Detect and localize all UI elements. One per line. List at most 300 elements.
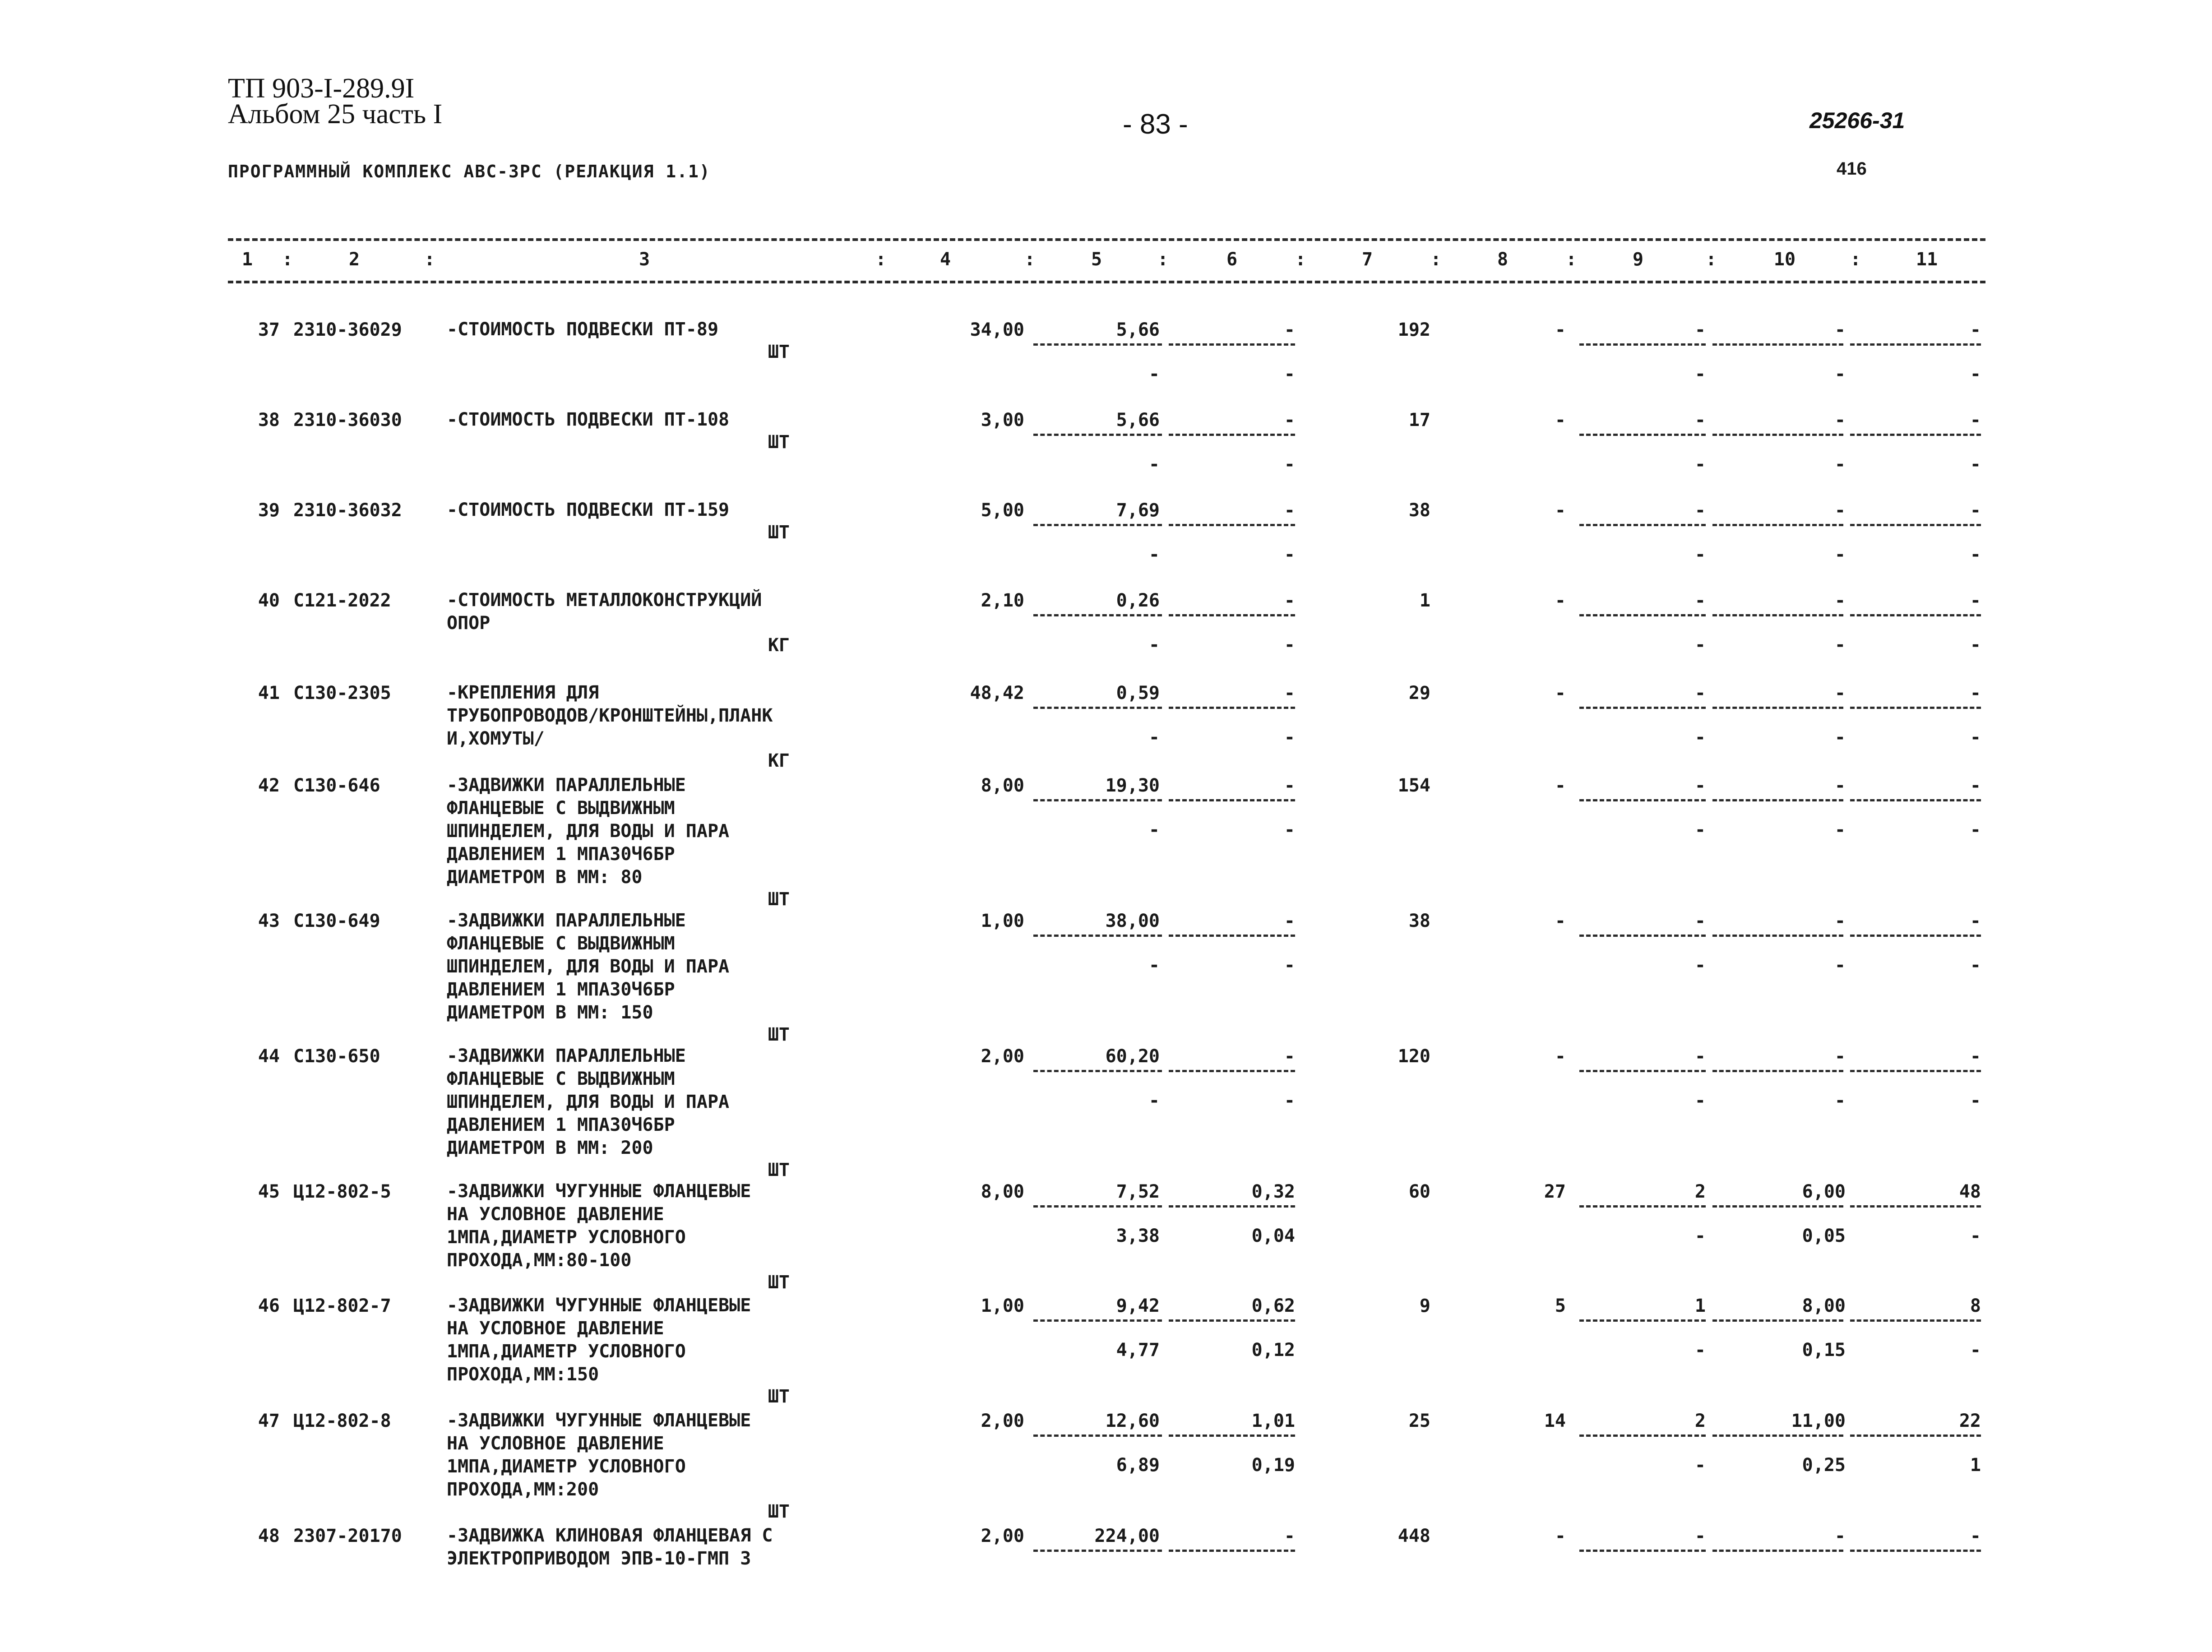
row-code: Ц12-802-5 — [293, 1181, 391, 1202]
album-label: Альбом 25 часть I — [228, 99, 443, 130]
cell-c4: 2,00 — [981, 1046, 1024, 1067]
row-description — [447, 499, 729, 522]
row-code: 2307-20170 — [293, 1526, 402, 1546]
cell-divider-rule — [1169, 614, 1295, 616]
sheet-number: 416 — [1837, 159, 1867, 179]
cell-c7: 192 — [1398, 319, 1430, 340]
description-line: ДИАМЕТРОМ В ММ: 80 — [447, 867, 643, 888]
cell-divider-rule — [1712, 614, 1843, 616]
cell-c6b: - — [1284, 364, 1295, 384]
cell-c5: 7,52 — [1116, 1181, 1160, 1202]
description-line: И,ХОМУТЫ/ — [447, 728, 545, 749]
column-separator: : — [1430, 249, 1442, 270]
cell-divider-rule — [1033, 343, 1162, 346]
cell-divider-rule — [1712, 343, 1843, 346]
cell-c7: 60 — [1408, 1181, 1430, 1202]
cell-c9b: - — [1694, 727, 1706, 748]
cell-c6b: - — [1284, 544, 1295, 565]
row-number: 47 — [258, 1411, 280, 1431]
cell-divider-rule — [1579, 343, 1706, 346]
cell-c10: 11,00 — [1791, 1411, 1846, 1431]
cell-c6b: - — [1284, 955, 1295, 976]
cell-c6b: - — [1284, 819, 1295, 840]
header-bottom-rule — [228, 281, 1985, 283]
cell-c6: 1,01 — [1251, 1411, 1295, 1431]
cell-divider-rule — [1712, 1435, 1843, 1437]
cell-c11: - — [1970, 911, 1981, 931]
description-line: -КРЕПЛЕНИЯ ДЛЯ — [447, 682, 599, 703]
column-separator: : — [1295, 249, 1306, 270]
cell-c8: - — [1555, 683, 1566, 703]
description-line: -СТОИМОСТЬ ПОДВЕСКИ ПТ-159 — [447, 500, 730, 520]
cell-c7: 1 — [1419, 590, 1430, 611]
description-line: ДАВЛЕНИЕМ 1 МПА30Ч6БР — [447, 844, 675, 865]
cell-c8: - — [1555, 500, 1566, 521]
column-number-10: 10 — [1773, 249, 1796, 270]
cell-divider-rule — [1169, 1319, 1295, 1322]
cell-divider-rule — [1033, 614, 1162, 616]
cell-divider-rule — [1579, 434, 1706, 436]
row-code: 2310-36029 — [293, 319, 402, 340]
column-separator: : — [424, 249, 435, 270]
cell-c10: - — [1834, 319, 1846, 340]
column-separator: : — [282, 249, 293, 270]
cell-c11: 48 — [1959, 1181, 1981, 1202]
row-unit: ШТ — [768, 889, 790, 910]
row-number: 46 — [258, 1296, 280, 1316]
cell-c11b: - — [1970, 955, 1981, 976]
description-line: -ЗАДВИЖКА КЛИНОВАЯ ФЛАНЦЕВАЯ С — [447, 1525, 773, 1546]
cell-divider-rule — [1712, 935, 1843, 937]
cell-c6: - — [1284, 775, 1295, 796]
cell-c5b: 6,89 — [1116, 1455, 1160, 1476]
row-unit: ШТ — [768, 522, 790, 543]
cell-c7: 25 — [1408, 1411, 1430, 1431]
cell-divider-rule — [1169, 343, 1295, 346]
cell-c8: - — [1555, 911, 1566, 931]
description-line: ШПИНДЕЛЕМ, ДЛЯ ВОДЫ И ПАРА — [447, 956, 730, 977]
cell-divider-rule — [1169, 434, 1295, 436]
cell-c11b: - — [1970, 727, 1981, 748]
cell-c8: - — [1555, 590, 1566, 611]
cell-c10: - — [1834, 775, 1846, 796]
cell-c10b: - — [1834, 634, 1846, 655]
row-number: 44 — [258, 1046, 280, 1067]
row-unit: ШТ — [768, 342, 790, 362]
row-description — [447, 318, 718, 341]
cell-c5b: - — [1148, 1090, 1160, 1111]
cell-divider-rule — [1579, 707, 1706, 709]
row-unit: КГ — [768, 635, 790, 656]
column-number-7: 7 — [1361, 249, 1373, 270]
cell-divider-rule — [1712, 434, 1843, 436]
cell-divider-rule — [1579, 1435, 1706, 1437]
cell-divider-rule — [1033, 1435, 1162, 1437]
cell-c6: - — [1284, 500, 1295, 521]
cell-divider-rule — [1712, 1550, 1843, 1552]
cell-c9b: - — [1694, 1090, 1706, 1111]
cell-c5: 5,66 — [1116, 410, 1160, 430]
cell-divider-rule — [1850, 799, 1981, 801]
description-line: ДАВЛЕНИЕМ 1 МПА30Ч6БР — [447, 979, 675, 1000]
cell-c5b: - — [1148, 454, 1160, 475]
cell-c9: 2 — [1694, 1411, 1706, 1431]
cell-c8: 5 — [1555, 1296, 1566, 1316]
cell-c10: - — [1834, 590, 1846, 611]
cell-divider-rule — [1033, 524, 1162, 526]
cell-c11: - — [1970, 319, 1981, 340]
row-unit: ШТ — [768, 432, 790, 453]
cell-c5b: - — [1148, 544, 1160, 565]
cell-c11: 22 — [1959, 1411, 1981, 1431]
cell-divider-rule — [1033, 707, 1162, 709]
cell-c10: - — [1834, 683, 1846, 703]
cell-divider-rule — [1850, 1205, 1981, 1208]
row-description — [447, 681, 773, 750]
description-line: ПРОХОДА,ММ:150 — [447, 1364, 599, 1385]
cell-c8: 14 — [1544, 1411, 1566, 1431]
column-separator: : — [875, 249, 887, 270]
cell-c9b: - — [1694, 1455, 1706, 1476]
row-code: Ц12-802-7 — [293, 1296, 391, 1316]
cell-c9b: - — [1694, 544, 1706, 565]
cell-c10: 6,00 — [1802, 1181, 1846, 1202]
row-code: 2310-36032 — [293, 500, 402, 521]
cell-c11b: - — [1970, 634, 1981, 655]
cell-c9b: - — [1694, 634, 1706, 655]
cell-divider-rule — [1712, 799, 1843, 801]
cell-c11b: - — [1970, 1226, 1981, 1246]
cell-c5b: - — [1148, 364, 1160, 384]
cell-divider-rule — [1712, 1070, 1843, 1072]
row-number: 41 — [258, 683, 280, 703]
cell-c4: 1,00 — [981, 911, 1024, 931]
cell-divider-rule — [1033, 1319, 1162, 1322]
cell-divider-rule — [1169, 524, 1295, 526]
cell-c5b: 4,77 — [1116, 1340, 1160, 1360]
cell-c4: 1,00 — [981, 1296, 1024, 1316]
cell-c11b: - — [1970, 544, 1981, 565]
row-number: 37 — [258, 319, 280, 340]
cell-c6b: - — [1284, 454, 1295, 475]
cell-c9: - — [1694, 775, 1706, 796]
cell-divider-rule — [1850, 524, 1981, 526]
description-line: -ЗАДВИЖКИ ЧУГУННЫЕ ФЛАНЦЕВЫЕ — [447, 1181, 751, 1202]
cell-c8: - — [1555, 1046, 1566, 1067]
column-number-5: 5 — [1091, 249, 1102, 270]
row-description — [447, 1294, 751, 1386]
cell-c10: - — [1834, 410, 1846, 430]
cell-c4: 5,00 — [981, 500, 1024, 521]
cell-c5b: 3,38 — [1116, 1226, 1160, 1246]
row-description — [447, 1409, 751, 1501]
cell-c9b: - — [1694, 364, 1706, 384]
cell-c11: - — [1970, 775, 1981, 796]
cell-c5: 60,20 — [1105, 1046, 1160, 1067]
cell-divider-rule — [1579, 935, 1706, 937]
cell-c11: - — [1970, 1526, 1981, 1546]
cell-c9b: - — [1694, 454, 1706, 475]
description-line: -ЗАДВИЖКИ ЧУГУННЫЕ ФЛАНЦЕВЫЕ — [447, 1410, 751, 1431]
description-line: ТРУБОПРОВОДОВ/КРОНШТЕЙНЫ,ПЛАНК — [447, 705, 773, 726]
cell-c11: - — [1970, 590, 1981, 611]
cell-divider-rule — [1169, 1070, 1295, 1072]
row-code: С130-2305 — [293, 683, 391, 703]
row-description — [447, 774, 729, 889]
cell-c4: 34,00 — [970, 319, 1024, 340]
description-line: -ЗАДВИЖКИ ПАРАЛЛЕЛЬНЫЕ — [447, 910, 686, 931]
description-line: -ЗАДВИЖКИ ПАРАЛЛЕЛЬНЫЕ — [447, 775, 686, 796]
cell-c9: - — [1694, 1526, 1706, 1546]
cell-c10b: - — [1834, 454, 1846, 475]
cell-c8: 27 — [1544, 1181, 1566, 1202]
cell-c9: - — [1694, 911, 1706, 931]
cell-c10b: - — [1834, 364, 1846, 384]
cell-c7: 38 — [1408, 911, 1430, 931]
cell-c7: 9 — [1419, 1296, 1430, 1316]
row-unit: ШТ — [768, 1386, 790, 1407]
cell-divider-rule — [1169, 1435, 1295, 1437]
row-number: 38 — [258, 410, 280, 430]
cell-c11b: 1 — [1970, 1455, 1981, 1476]
cell-c11b: - — [1970, 1090, 1981, 1111]
row-code: 2310-36030 — [293, 410, 402, 430]
row-unit: ШТ — [768, 1024, 790, 1045]
row-description — [447, 1045, 729, 1160]
cell-divider-rule — [1579, 1205, 1706, 1208]
cell-c7: 29 — [1408, 683, 1430, 703]
column-separator: : — [1157, 249, 1169, 270]
cell-c6b: 0,12 — [1251, 1340, 1295, 1360]
cell-divider-rule — [1850, 434, 1981, 436]
cell-c9b: - — [1694, 819, 1706, 840]
cell-divider-rule — [1712, 1319, 1843, 1322]
cell-c9b: - — [1694, 1340, 1706, 1360]
row-number: 45 — [258, 1181, 280, 1202]
cell-divider-rule — [1850, 935, 1981, 937]
cell-c9: 1 — [1694, 1296, 1706, 1316]
cell-c11b: - — [1970, 819, 1981, 840]
description-line: ДИАМЕТРОМ В ММ: 200 — [447, 1138, 653, 1158]
row-description — [447, 909, 729, 1024]
cell-c10b: - — [1834, 544, 1846, 565]
cell-divider-rule — [1033, 1550, 1162, 1552]
row-unit: ШТ — [768, 1160, 790, 1180]
cell-c11: - — [1970, 500, 1981, 521]
cell-c4: 2,10 — [981, 590, 1024, 611]
cell-c10b: 0,25 — [1802, 1455, 1846, 1476]
row-number: 39 — [258, 500, 280, 521]
cell-divider-rule — [1169, 707, 1295, 709]
row-unit: КГ — [768, 750, 790, 771]
cell-c7: 38 — [1408, 500, 1430, 521]
cell-c8: - — [1555, 319, 1566, 340]
cell-c5: 38,00 — [1105, 911, 1160, 931]
cell-c8: - — [1555, 1526, 1566, 1546]
column-number-2: 2 — [348, 249, 360, 270]
row-unit: ШТ — [768, 1501, 790, 1522]
cell-c9: - — [1694, 410, 1706, 430]
cell-divider-rule — [1169, 1205, 1295, 1208]
cell-c11: 8 — [1970, 1296, 1981, 1316]
cell-c10: - — [1834, 1526, 1846, 1546]
cell-divider-rule — [1850, 1070, 1981, 1072]
cell-divider-rule — [1033, 1070, 1162, 1072]
description-line: ПРОХОДА,ММ:200 — [447, 1479, 599, 1500]
row-description — [447, 408, 729, 431]
cell-c6: - — [1284, 1046, 1295, 1067]
cell-divider-rule — [1033, 935, 1162, 937]
cell-c6: - — [1284, 590, 1295, 611]
cell-c5b: - — [1148, 819, 1160, 840]
cell-c5: 5,66 — [1116, 319, 1160, 340]
cell-c6: 0,32 — [1251, 1181, 1295, 1202]
cell-c10b: 0,15 — [1802, 1340, 1846, 1360]
cell-c4: 2,00 — [981, 1526, 1024, 1546]
description-line: -ЗАДВИЖКИ ПАРАЛЛЕЛЬНЫЕ — [447, 1046, 686, 1066]
cell-c10b: - — [1834, 819, 1846, 840]
cell-c5: 224,00 — [1094, 1526, 1160, 1546]
column-number-4: 4 — [939, 249, 951, 270]
description-line: -СТОИМОСТЬ ПОДВЕСКИ ПТ-108 — [447, 409, 730, 430]
description-line: -СТОИМОСТЬ МЕТАЛЛОКОНСТРУКЦИЙ — [447, 590, 762, 611]
cell-c4: 2,00 — [981, 1411, 1024, 1431]
row-number: 42 — [258, 775, 280, 796]
cell-divider-rule — [1579, 1550, 1706, 1552]
cell-c10: - — [1834, 500, 1846, 521]
column-separator: : — [1706, 249, 1717, 270]
cell-c6b: 0,04 — [1251, 1226, 1295, 1246]
column-separator: : — [1850, 249, 1861, 270]
cell-divider-rule — [1712, 1205, 1843, 1208]
description-line: -СТОИМОСТЬ ПОДВЕСКИ ПТ-89 — [447, 319, 719, 340]
cell-c9: - — [1694, 1046, 1706, 1067]
cell-c10: 8,00 — [1802, 1296, 1846, 1316]
cell-c11b: - — [1970, 1340, 1981, 1360]
cell-divider-rule — [1850, 1319, 1981, 1322]
cell-c10b: 0,05 — [1802, 1226, 1846, 1246]
cell-c6: - — [1284, 911, 1295, 931]
cell-c6: - — [1284, 319, 1295, 340]
header-top-rule — [228, 238, 1985, 241]
cell-c6: - — [1284, 1526, 1295, 1546]
cell-c5b: - — [1148, 727, 1160, 748]
cell-divider-rule — [1169, 799, 1295, 801]
description-line: ОПОР — [447, 613, 491, 634]
row-description — [447, 589, 762, 635]
cell-divider-rule — [1169, 935, 1295, 937]
description-line: ДАВЛЕНИЕМ 1 МПА30Ч6БР — [447, 1115, 675, 1135]
description-line: 1МПА,ДИАМЕТР УСЛОВНОГО — [447, 1341, 686, 1362]
cell-divider-rule — [1850, 1435, 1981, 1437]
row-unit: ШТ — [768, 1272, 790, 1293]
cell-divider-rule — [1712, 707, 1843, 709]
row-code: Ц12-802-8 — [293, 1411, 391, 1431]
cell-c5: 19,30 — [1105, 775, 1160, 796]
cell-c9b: - — [1694, 1226, 1706, 1246]
cell-c10b: - — [1834, 1090, 1846, 1111]
description-line: -ЗАДВИЖКИ ЧУГУННЫЕ ФЛАНЦЕВЫЕ — [447, 1295, 751, 1316]
cell-divider-rule — [1579, 1319, 1706, 1322]
cell-c9: 2 — [1694, 1181, 1706, 1202]
description-line: ФЛАНЦЕВЫЕ С ВЫДВИЖНЫМ — [447, 933, 675, 954]
cell-divider-rule — [1579, 524, 1706, 526]
cell-c4: 8,00 — [981, 1181, 1024, 1202]
cell-divider-rule — [1850, 1550, 1981, 1552]
row-number: 43 — [258, 911, 280, 931]
description-line: НА УСЛОВНОЕ ДАВЛЕНИЕ — [447, 1433, 664, 1454]
column-separator: : — [1566, 249, 1577, 270]
cell-c11b: - — [1970, 364, 1981, 384]
row-code: С130-649 — [293, 911, 380, 931]
cell-c7: 154 — [1398, 775, 1430, 796]
column-number-8: 8 — [1497, 249, 1509, 270]
cell-c7: 120 — [1398, 1046, 1430, 1067]
page-number: - 83 - — [1123, 109, 1188, 140]
row-number: 40 — [258, 590, 280, 611]
cell-c6: 0,62 — [1251, 1296, 1295, 1316]
cell-c4: 8,00 — [981, 775, 1024, 796]
row-number: 48 — [258, 1526, 280, 1546]
description-line: 1МПА,ДИАМЕТР УСЛОВНОГО — [447, 1456, 686, 1477]
cell-c10b: - — [1834, 955, 1846, 976]
cell-c5: 12,60 — [1105, 1411, 1160, 1431]
description-line: 1МПА,ДИАМЕТР УСЛОВНОГО — [447, 1227, 686, 1248]
document-id: ТП 903-I-289.9I — [228, 73, 415, 104]
cell-c11: - — [1970, 410, 1981, 430]
cell-c5: 9,42 — [1116, 1296, 1160, 1316]
cell-c6: - — [1284, 410, 1295, 430]
description-line: ШПИНДЕЛЕМ, ДЛЯ ВОДЫ И ПАРА — [447, 1092, 730, 1112]
cell-c9: - — [1694, 319, 1706, 340]
cell-divider-rule — [1169, 1550, 1295, 1552]
description-line: ФЛАНЦЕВЫЕ С ВЫДВИЖНЫМ — [447, 798, 675, 819]
cell-c10b: - — [1834, 727, 1846, 748]
cell-c4: 3,00 — [981, 410, 1024, 430]
description-line: ЭЛЕКТРОПРИВОДОМ ЭПВ-10-ГМП 3 — [447, 1548, 751, 1569]
stamp-code: 25266-31 — [1809, 108, 1905, 133]
cell-divider-rule — [1850, 614, 1981, 616]
program-title: ПРОГРАММНЫЙ КОМПЛЕКС АВС-3РС (РЕЛАКЦИЯ 1.1) — [228, 162, 711, 181]
column-number-6: 6 — [1226, 249, 1238, 270]
cell-divider-rule — [1579, 1070, 1706, 1072]
cell-divider-rule — [1033, 799, 1162, 801]
description-line: ДИАМЕТРОМ В ММ: 150 — [447, 1002, 653, 1023]
column-separator: : — [1024, 249, 1036, 270]
row-code: С121-2022 — [293, 590, 391, 611]
row-code: С130-646 — [293, 775, 380, 796]
cell-c11: - — [1970, 1046, 1981, 1067]
description-line: НА УСЛОВНОЕ ДАВЛЕНИЕ — [447, 1204, 664, 1225]
cell-c8: - — [1555, 775, 1566, 796]
cell-c5: 0,59 — [1116, 683, 1160, 703]
cell-divider-rule — [1850, 343, 1981, 346]
cell-c4: 48,42 — [970, 683, 1024, 703]
description-line: НА УСЛОВНОЕ ДАВЛЕНИЕ — [447, 1318, 664, 1339]
cell-c5b: - — [1148, 955, 1160, 976]
cell-c11b: - — [1970, 454, 1981, 475]
cell-c9: - — [1694, 683, 1706, 703]
cell-c8: - — [1555, 410, 1566, 430]
description-line: ПРОХОДА,ММ:80-100 — [447, 1250, 632, 1271]
column-number-3: 3 — [639, 249, 650, 270]
cell-c7: 448 — [1398, 1526, 1430, 1546]
cell-divider-rule — [1712, 524, 1843, 526]
cell-c9b: - — [1694, 955, 1706, 976]
cell-c10: - — [1834, 1046, 1846, 1067]
description-line: ШПИНДЕЛЕМ, ДЛЯ ВОДЫ И ПАРА — [447, 821, 730, 842]
column-number-11: 11 — [1916, 249, 1938, 270]
